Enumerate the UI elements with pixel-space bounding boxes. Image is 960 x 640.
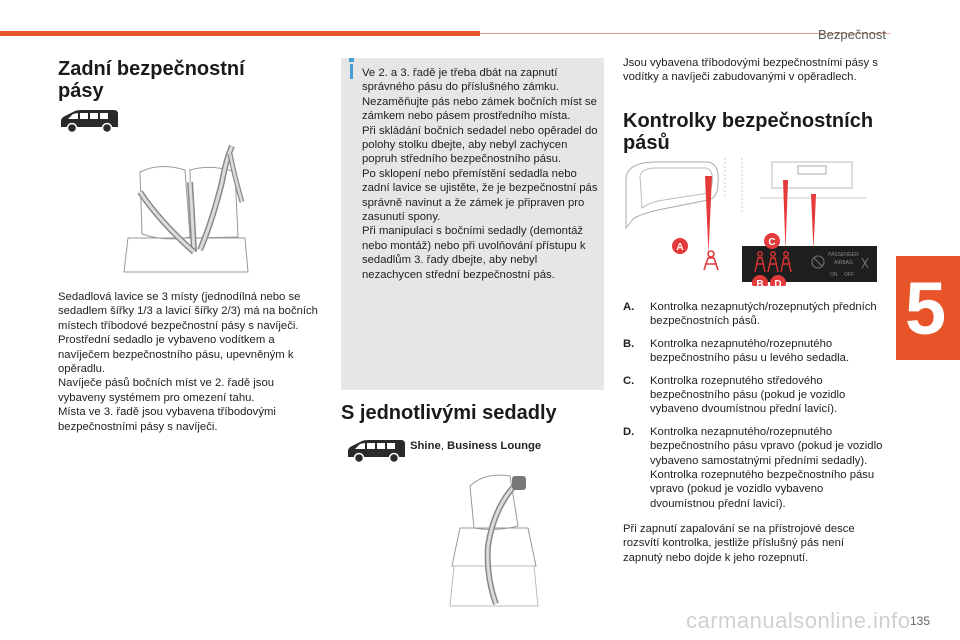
rear-belts-heading: Zadní bezpečnostní pásy (58, 58, 245, 102)
variant-label (410, 440, 541, 452)
info-icon-dot (349, 58, 354, 62)
legend-text (650, 425, 885, 511)
panel-label: AIRBAG (834, 260, 853, 266)
callout-a: A (676, 242, 684, 253)
legend-text: Kontrolka rozepnutého středového bezpečnostního pásu (pokud je vozidlo vybaveno dvoumístnou přední lavicí). (650, 374, 846, 416)
seat-belt-description: Jsou vybavena tříbodovými bezpečnostními pásy s vodítky a navíječi zabudovanými v opěradlech. (623, 57, 878, 84)
legend-text: Kontrolka nezapnutého/rozepnutého bezpečnostního pásu u levého sedadla. (650, 337, 850, 365)
legend-item (623, 300, 885, 329)
van-icon (58, 108, 120, 134)
callout-b: B (756, 279, 764, 286)
van-icon (345, 438, 407, 464)
paragraph: Místa ve 3. řadě jsou vybavena tříbodovými bezpečnostními pásy s navíječi. (58, 406, 276, 433)
panel-label: OFF (844, 272, 854, 278)
legend-text: Kontrolka nezapnutých/rozepnutých předních bezpečnostních pásů. (650, 301, 877, 328)
legend-key: D. (623, 425, 635, 438)
individual-seat-belt-illustration (440, 466, 550, 608)
warning-lamps-legend (623, 300, 885, 519)
callout-c: C (768, 237, 776, 248)
page-number: 135 (910, 614, 931, 628)
legend-item (623, 374, 885, 417)
note-text (362, 66, 598, 282)
variant-name: Shine (410, 440, 441, 452)
legend-text-line: Kontrolka rozepnutého bezpečnostního pásu vpravo (pokud je vozidlo vybaveno dvoumístnou přední lavicí). (650, 469, 875, 510)
watermark: carmanualsonline.info (686, 608, 911, 633)
legend-item (623, 425, 885, 511)
variant-separator: , (440, 440, 448, 452)
callout-d: D (774, 279, 782, 286)
rear-belts-text (58, 290, 320, 434)
paragraph: Při manipulaci s bočními sedadly (demontáž nebo montáž) nebo při uvolňování přístupu k sedadlům 3. řady dbejte, aby nebyl nezachycen střední bezpečnostní pás. (362, 225, 586, 281)
header-accent-bar (0, 31, 480, 36)
paragraph: Ve 2. a 3. řadě je třeba dbát na zapnutí správného pásu do příslušného zámku. Nezaměňujte pás nebo zámek bočních míst se zámkem nebo pásem prostředního místa. (362, 67, 597, 123)
panel-label: PASSENGER (828, 252, 859, 258)
legend-key: B. (623, 337, 635, 350)
section-title: Bezpečnost (818, 27, 886, 42)
warning-lamps-heading: Kontrolky bezpečnostních pásů (623, 110, 874, 154)
legend-key: A. (623, 301, 635, 313)
rear-bench-belts-illustration (120, 142, 250, 282)
paragraph: Navíječe pásů bočních míst ve 2. řadě jsou vybaveny systémem pro omezení tahu. (58, 377, 275, 404)
legend-text-line: Kontrolka nezapnutého/rozepnutého bezpečnostního pásu vpravo (pokud je vozidlo vybaveno samostatnými předními sedadly). (650, 425, 883, 467)
paragraph: Při skládání bočních sedadel nebo opěradel do polohy stolku dbejte, aby nebyl zachycen popruh středního bezpečnostního pásu. (362, 124, 598, 166)
legend-item (623, 337, 885, 366)
chapter-number: 5 (905, 267, 947, 350)
paragraph: Po sklopení nebo přemístění sedadla nebo zadní lavice se ujistěte, že je bezpečnostní pás správně navinut a že zámek je připraven pro zasunutí spony. (362, 167, 598, 224)
variant-name: Business Lounge (447, 440, 542, 452)
individual-seats-heading: S jednotlivými sedadly (341, 402, 557, 424)
warning-lamps-illustration (622, 158, 885, 286)
warning-lamps-note: Při zapnutí zapalování se na přístrojové desce rozsvítí kontrolka, jestliže příslušný pás není zapnutý nebo dojde k jeho rozepnutí. (623, 523, 855, 564)
legend-key: C. (623, 374, 635, 387)
panel-label: ON (830, 272, 838, 278)
paragraph: Prostřední sedadlo je vybaveno vodítkem a navíječem bezpečnostního pásu, upevněným k opěradlu. (58, 334, 294, 376)
info-icon (350, 64, 353, 79)
note-box (341, 58, 604, 390)
paragraph: Sedadlová lavice se 3 místy (jednodílná nebo se sedadlem šířky 1/3 a lavicí šířky 2/3) má na bočních místech tříbodové bezpečnostní pásy s navíječi. (58, 291, 318, 332)
